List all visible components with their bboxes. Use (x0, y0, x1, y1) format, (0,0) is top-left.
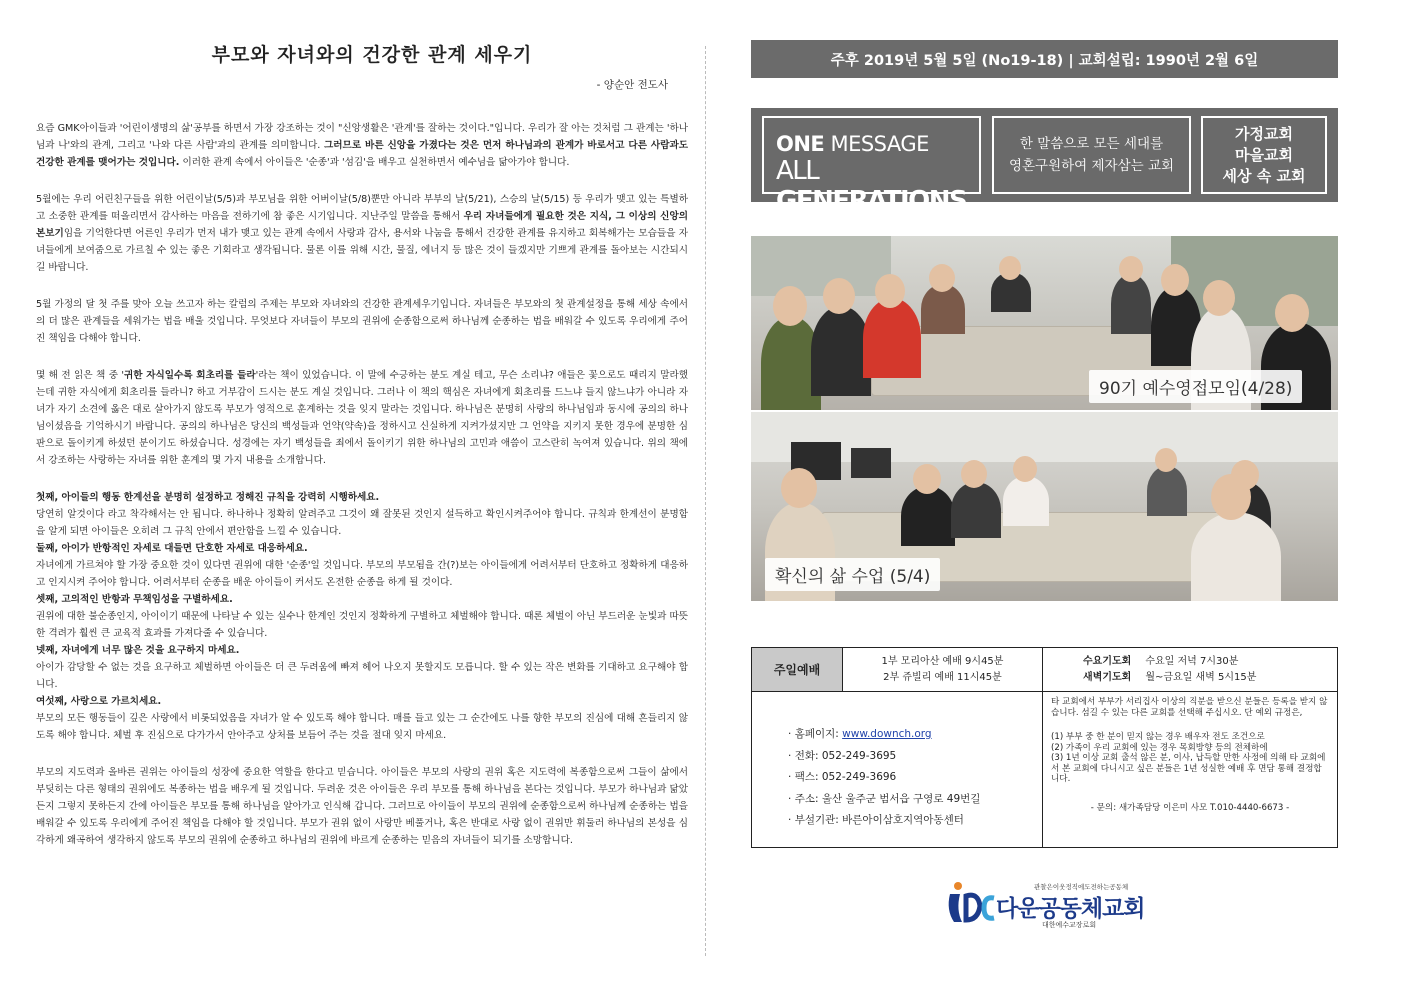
prayer-dawn: 새벽기도회 월~금요일 새벽 5시15분 (1083, 671, 1257, 683)
worship-label: 주일예배 (752, 648, 843, 691)
contact-info (752, 692, 1043, 847)
advice-list (36, 489, 688, 744)
article-title: 부모와 자녀와의 건강한 관계 세우기 (211, 44, 533, 66)
address-row: · 주소: 울산 울주군 범서읍 구영로 49번길 (788, 792, 981, 805)
column-divider (705, 46, 706, 956)
column-article (36, 40, 688, 970)
service-2: 2부 쥬빌리 예배 11시45분 (883, 671, 1002, 683)
policy-item: (1) 부부 중 한 분이 믿지 않는 경우 배우자 전도 조건으로 (1051, 732, 1265, 742)
advice-body-4: 아이가 감당할 수 없는 것을 요구하고 체벌하면 아이들은 더 큰 두려움에 빠져 헤어 나오지 못할지도 모릅니다. 할 수 있는 작은 변화를 기대하고 요구해야 합니다. (36, 662, 688, 690)
church-logo-icon (944, 876, 1000, 928)
slogan-banner (751, 108, 1338, 216)
service-1: 1부 모리아산 예배 9시45분 (881, 655, 1004, 667)
logo-tagline: 관찰은이웃정직에도전하는공동체 (1034, 883, 1129, 891)
policy-item: (3) 1년 이상 교회 출석 않은 분, 이사, 납득할 만한 사정에 의해 타 교회에서 본 교회에 다니시고 싶은 분들은 1년 성실한 예배 후 면담 통해 결정합니다. (1051, 753, 1326, 784)
logo-denomination: 대한예수교장로회 (1042, 921, 1097, 929)
photo-welcome-meeting (751, 236, 1338, 410)
affiliate-row: · 부설기관: 바른아이삼호지역아동센터 (788, 814, 964, 826)
prayer-meetings (1043, 648, 1337, 691)
photo-caption-2: 확신의 삶 수업 (5/4) (765, 558, 940, 591)
advice-heading-1: 첫째, 아이들의 행동 한계선을 분명히 설정하고 정해진 규칙을 강력히 시행하세요. (36, 492, 380, 503)
article-paragraph-3: 5월 가정의 달 첫 주를 맞아 오늘 쓰고자 하는 칼럼의 주제는 부모와 자녀와의 건강한 관계세우기입니다. 자녀들은 부모와의 첫 관계설정을 통해 세상 속에서의 더 많은 관계들을 세워가는 법을 배울 것입니다. 무엇보다 자녀들이 부모의 권위에 순종함으로써 하나님께 순종하는 법을 배워갈 수 있도록 우리에게 주어진 책임을 다해야 합니다. (36, 299, 688, 344)
photo-caption-1: 90기 예수영접모임(4/28) (1089, 370, 1302, 403)
article-byline: - 양순안 전도사 (596, 79, 668, 91)
article-paragraph-5: 부모의 지도력과 올바른 권위는 아이들의 성장에 중요한 역할을 한다고 믿습니다. 아이들은 부모의 사랑의 권위 혹은 지도력에 복종함으로써 그들이 삶에서 부딪히는 다른 형태의 권위에도 복종하는 법을 배우게 될 것입니다. 두려운 것은 아이들은 우리 부모를 통해 하나님을 본다는 것입니다. 부모가 하나님과 닮았든지 그렇지 못하든지 간에 아이들은 부모를 통해 하나님을 알아가고 인식해 갑니다. 그러므로 아이들이 부모의 권위에 순종함으로써 하나님께 순종하는 법을 배워갈 수 있도록 우리에게 주어진 책임을 다해야 할 것입니다. 부모가 권위 없이 사랑만 베풀거나, 혹은 반대로 사랑 없이 권위만 휘둘러 하나님의 본성을 심각하게 왜곡하여 생각하지 않도록 부모의 권위에 순종하고 하나님의 권위에 바르게 순종하는 믿음의 자녀들이 되기를 소망합니다. (36, 767, 688, 846)
policy-item: (2) 가족이 우리 교회에 있는 경우 목회방향 등의 전체하에 (1051, 742, 1268, 753)
worship-row (752, 648, 1337, 692)
advice-heading-4: 넷째, 자녀에게 너무 많은 것을 요구하지 마세요. (36, 645, 240, 656)
advice-heading-3: 셋째, 고의적인 반항과 무책임성을 구별하세요. (36, 594, 233, 605)
date-banner: 주후 2019년 5월 5일 (No19-18) | 교회설립: 1990년 2월 6일 (751, 40, 1338, 78)
fax-row: · 팩스: 052-249-3696 (788, 771, 897, 783)
church-vision: 가정교회 마을교회 세상 속 교회 (1201, 116, 1327, 194)
slogan-korean: 한 말씀으로 모든 세대를 영혼구원하여 제자삼는 교회 (992, 116, 1191, 194)
advice-heading-2: 둘째, 아이가 반항적인 자세로 대들면 단호한 자세로 대응하세요. (36, 543, 308, 554)
article-paragraph-2: 5월에는 우리 어린친구들을 위한 어린이날(5/5)과 부모님을 위한 어버이날(5/8)뿐만 아니라 부부의 날(5/21), 스승의 날(5/15) 등 우리가 맺고 있는 특별하고 소중한 관계를 떠올리면서 감사하는 마음을 전하기에 참 좋은 시기입니다. 지난주일 말씀을 통해서 우리 자녀들에게 필요한 것은 지식, 그 이상의 신앙의 본보기임을 기억한다면 어른인 우리가 먼저 내가 맺고 있는 관계 속에서 사랑과 감사, 용서와 나눔을 통해서 건강한 관계를 유지하고 회복해가는 모습들을 자녀들에게 보여줌으로 가르칠 수 있는 좋은 기회라고 생각됩니다. 물론 이를 위해 시간, 물질, 에너지 등 많은 것이 들겠지만 기쁘게 관계를 돌아보는 시간되시길 바랍니다. (36, 194, 688, 273)
policy-inquiry: - 문의: 새가족담당 이은미 사모 T.010-4440-6673 - (1090, 802, 1290, 813)
worship-times (843, 648, 1043, 691)
advice-heading-6: 여섯째, 사랑으로 가르치세요. (36, 696, 162, 707)
advice-body-2: 자녀에게 가르쳐야 할 가장 중요한 것이 있다면 권위에 대한 '순종'일 것입니다. 부모의 부모됨을 간(?)보는 아이들에게 어려서부터 단호하고 정확하게 대응하고 인지시켜 주어야 합니다. 어려서부터 순종을 배운 아이들이 커서도 온전한 순종을 하게 될 것이다. (36, 560, 688, 588)
advice-body-3: 권위에 대한 불순종인지, 아이이기 때문에 나타날 수 있는 실수나 한계인 것인지 정확하게 구별하고 체벌해야 합니다. 때론 체벌이 아닌 부드러운 눈빛과 따뜻한 격려가 훨씬 큰 교육적 효과를 가져다줄 수 있습니다. (36, 611, 688, 639)
phone-row: · 전화: 052-249-3695 (788, 749, 897, 762)
article-paragraph-4: 몇 해 전 읽은 책 중 '귀한 자식일수록 회초리를 들라'라는 책이 있었습니다. 이 말에 수긍하는 분도 계실 테고, 무슨 소리냐? 애들은 꽃으로도 때리지 말라했는데 귀한 자식에게 회초리를 들라니? 하고 거부감이 드시는 분도 계실 것입니다. 그러나 이 책의 핵심은 자녀에게 회초리를 드느냐 들지 않느냐가 아니라 자녀가 자기 소견에 옳은 대로 살아가지 않도록 부모가 영적으로 훈계하는 것을 잊지 말라는 것입니다. 하나님은 분명히 사랑의 하나님임과 동시에 공의의 하나님이셨음을 기억하시기 바랍니다. 공의의 하나님은 당신의 백성들과 언약(약속)을 정하시고 신실하게 지켜가셨지만 그 언약을 지키지 못한 경우에 분명한 심판으로 돌이키게 하셨던 분이기도 하셨습니다. 성경에는 자기 백성들을 죄에서 돌이키기 위한 하나님의 고민과 애씀이 고스란히 녹여져 있습니다. 위의 책에서 강조하는 사랑하는 자녀를 위한 훈계의 몇 가지 내용을 소개합니다. (36, 370, 688, 466)
logo-name: 다운공동체교회 (996, 896, 1145, 922)
advice-body-6: 부모의 모든 행동들이 깊은 사랑에서 비롯되었음을 자녀가 알 수 있도록 해야 합니다. 매를 들고 있는 그 순간에도 나를 향한 부모의 진심에 대해 흔들리지 않도록 해야 합니다. 체벌 후 진심으로 다가가서 안아주고 상처를 보듬어 주는 것을 절대 잊지 마세요. (36, 713, 688, 741)
church-info-table (751, 647, 1338, 848)
registration-policy (1043, 692, 1337, 847)
article-paragraph-1: 요즘 GMK아이들과 '어린이생명의 삶'공부를 하면서 가장 강조하는 것이 "신앙생활은 '관계'를 잘하는 것이다."입니다. 우리가 잘 아는 것처럼 그 관계는 '하나님과 나'와의 관계, 그리고 '나와 다른 사람'과의 관계를 의미합니다. 그러므로 바른 신앙을 가졌다는 것은 먼저 하나님과의 관계가 바로서고 다른 사람과도 건강한 관계를 맺어가는 것입니다. 이러한 관계 속에서 아이들은 '순종'과 '섬김'을 배우고 실천하면서 예수님을 닮아가야 합니다. (36, 123, 688, 168)
advice-body-1: 당연히 알것이다 라고 착각해서는 안 됩니다. 하나하나 정확히 알려주고 그것이 왜 잘못된 것인지 설득하고 확인시켜주어야 합니다. 규칙과 한계선이 분명함을 알게 되면 아이들은 오히려 그 규칙 안에서 편안함을 느낄 수 있습니다. (36, 509, 688, 537)
photo-assurance-class (751, 412, 1338, 601)
slogan-english: ONE MESSAGE ALL GENERATIONS (762, 116, 981, 194)
policy-intro: 타 교회에서 부부가 서리집사 이상의 직분을 받으신 분들은 등록을 받지 않습니다. 섬길 수 있는 다른 교회를 선택해 주십시오. 단 예외 규정은, (1051, 697, 1328, 718)
homepage-row: · 홈페이지: www.downch.org (788, 728, 932, 740)
homepage-link[interactable]: www.downch.org (842, 728, 932, 740)
prayer-wednesday: 수요기도회 수요일 저녁 7시30분 (1083, 655, 1239, 667)
policy-exceptions (1051, 732, 1329, 785)
church-logo (944, 876, 1164, 932)
